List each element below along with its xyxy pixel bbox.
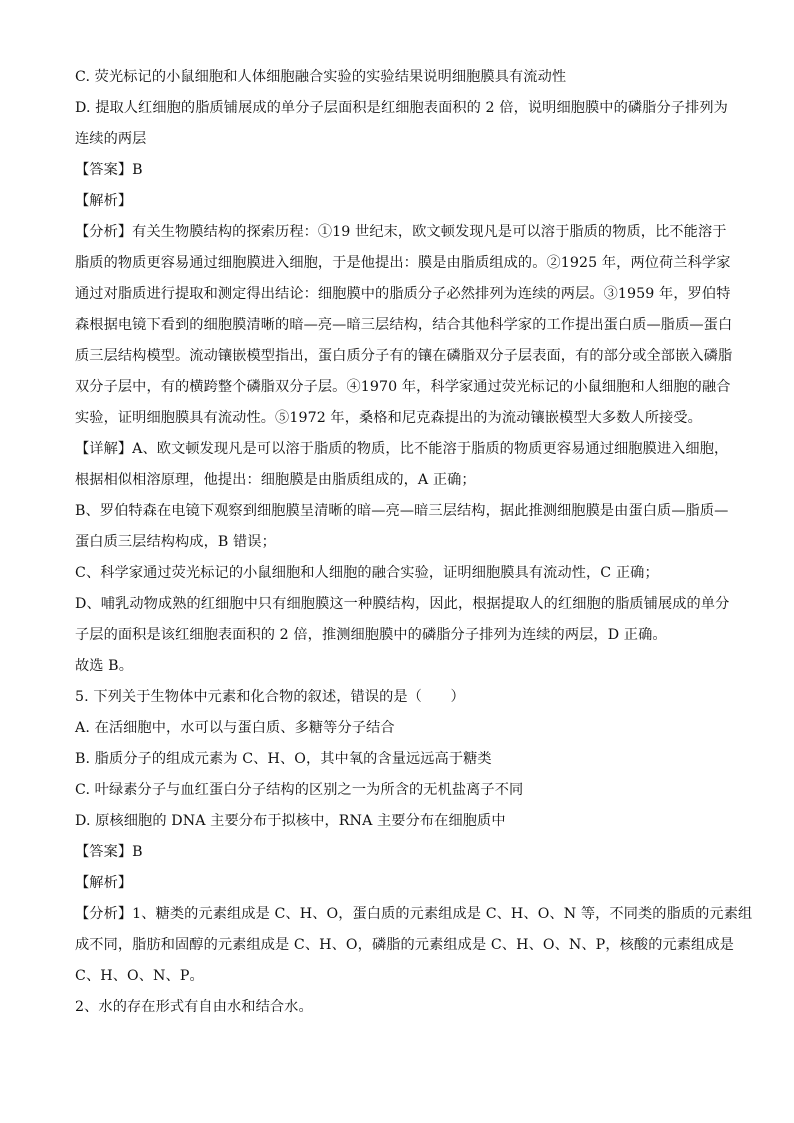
analysis-line: 脂质的物质更容易通过细胞膜进入细胞，于是他提出：膜是由脂质组成的。②1925 年，两位荷兰科学家 bbox=[75, 255, 731, 271]
question-5-option-c: C. 叶绿素分子与血红蛋白分子结构的区别之一为所含的无机盐离子不同 bbox=[75, 782, 524, 798]
detail-line: 蛋白质三层结构构成，B 错误； bbox=[75, 534, 276, 550]
detail-line: D、哺乳动物成熟的红细胞中只有细胞膜这一种膜结构，因此，根据提取人的红细胞的脂质铺展成的单分 bbox=[75, 596, 730, 612]
question-5-option-d: D. 原核细胞的 DNA 主要分布于拟核中，RNA 主要分布在细胞质中 bbox=[75, 813, 506, 829]
question-5-option-a: A. 在活细胞中，水可以与蛋白质、多糖等分子结合 bbox=[75, 720, 395, 736]
detail-line: 子层的面积是该红细胞表面积的 2 倍，推测细胞膜中的磷脂分子排列为连续的两层，D 正确。 bbox=[75, 627, 667, 643]
analysis-line: 质三层结构模型。流动镶嵌模型指出，蛋白质分子有的镶在磷脂双分子层表面，有的部分或全部嵌入磷脂 bbox=[75, 348, 733, 364]
analysis-line: 【分析】有关生物膜结构的探索历程：①19 世纪末，欧文顿发现凡是可以溶于脂质的物质，比不能溶于 bbox=[75, 224, 727, 240]
option-c-line: C. 荧光标记的小鼠细胞和人体细胞融合实验的实验结果说明细胞膜具有流动性 bbox=[75, 69, 567, 85]
explanation-label: 【解析】 bbox=[75, 193, 133, 209]
analysis-line: 双分子层中，有的横跨整个磷脂双分子层。④1970 年，科学家通过荧光标记的小鼠细胞和人细胞的融合 bbox=[75, 379, 731, 395]
analysis-line: 2、水的存在形式有自由水和结合水。 bbox=[75, 999, 313, 1015]
option-d-continuation: 连续的两层 bbox=[75, 131, 147, 147]
analysis-line: C、H、O、N、P。 bbox=[75, 968, 204, 984]
answer-label: 【答案】B bbox=[75, 162, 143, 178]
option-d-line: D. 提取人红细胞的脂质铺展成的单分子层面积是红细胞表面积的 2 倍，说明细胞膜中的磷脂分子排列为 bbox=[75, 100, 728, 116]
detail-line: 根据相似相溶原理，他提出：细胞膜是由脂质组成的，A 正确； bbox=[75, 472, 476, 488]
analysis-line: 【分析】1、糖类的元素组成是 C、H、O，蛋白质的元素组成是 C、H、O、N 等，不同类的脂质的元素组 bbox=[75, 906, 753, 922]
question-5-option-b: B. 脂质分子的组成元素为 C、H、O，其中氧的含量远远高于糖类 bbox=[75, 751, 492, 767]
answer-label: 【答案】B bbox=[75, 844, 143, 860]
document-body bbox=[75, 62, 753, 1023]
analysis-line: 森根据电镜下看到的细胞膜清晰的暗—亮—暗三层结构，结合其他科学家的工作提出蛋白质—脂质—蛋白 bbox=[75, 317, 733, 333]
analysis-line: 实验，证明细胞膜具有流动性。⑤1972 年，桑格和尼克森提出的为流动镶嵌模型大多数人所接受。 bbox=[75, 410, 702, 426]
detail-line: B、罗伯特森在电镜下观察到细胞膜呈清晰的暗—亮—暗三层结构，据此推测细胞膜是由蛋白质—脂质— bbox=[75, 503, 729, 519]
conclusion-line: 故选 B。 bbox=[75, 658, 133, 674]
analysis-line: 通过对脂质进行提取和测定得出结论：细胞膜中的脂质分子必然排列为连续的两层。③1959 年，罗伯特 bbox=[75, 286, 731, 302]
explanation-label: 【解析】 bbox=[75, 875, 133, 891]
question-5-stem: 5. 下列关于生物体中元素和化合物的叙述，错误的是（ ） bbox=[75, 689, 465, 705]
detail-line: 【详解】A、欧文顿发现凡是可以溶于脂质的物质，比不能溶于脂质的物质更容易通过细胞膜进入细胞， bbox=[75, 441, 729, 457]
analysis-line: 成不同，脂肪和固醇的元素组成是 C、H、O，磷脂的元素组成是 C、H、O、N、P，核酸的元素组成是 bbox=[75, 937, 734, 953]
detail-line: C、科学家通过荧光标记的小鼠细胞和人细胞的融合实验，证明细胞膜具有流动性，C 正确； bbox=[75, 565, 659, 581]
